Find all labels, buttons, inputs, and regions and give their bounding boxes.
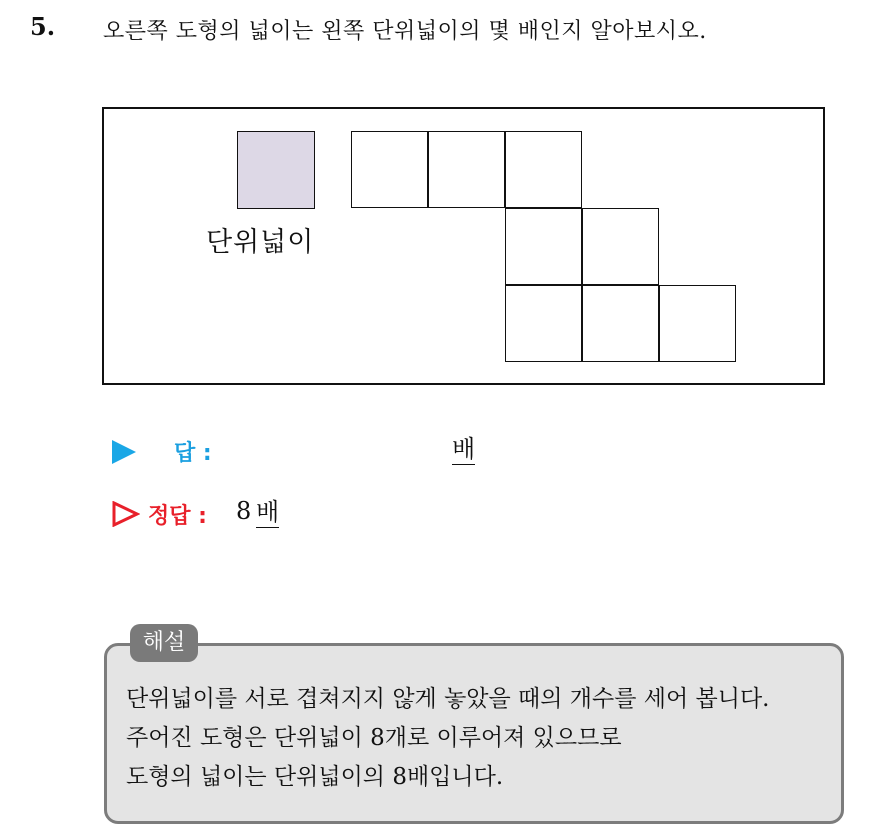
shape-cell: [428, 131, 505, 208]
shape-cell: [505, 285, 582, 362]
correct-answer-row: [108, 497, 608, 533]
explanation-line: 단위넓이를 서로 겹쳐지지 않게 놓았을 때의 개수를 세어 봅니다.: [126, 686, 770, 712]
shape-cell: [582, 208, 659, 285]
explanation-line: 주어진 도형은 단위넓이 8개로 이루어져 있으므로: [126, 725, 622, 751]
shape-cell: [505, 131, 582, 208]
correct-answer-label: 정답 :: [148, 504, 207, 529]
shape-cell: [351, 131, 428, 208]
play-arrow-icon: [112, 440, 136, 464]
answer-row: [108, 434, 608, 470]
shape-cell: [659, 285, 736, 362]
explanation-tag: 해설: [130, 624, 198, 662]
unit-area-label: 단위넓이: [206, 227, 315, 258]
correct-answer-value: 8: [236, 497, 252, 525]
outline-arrow-icon: [112, 501, 140, 527]
explanation-line: 도형의 넓이는 단위넓이의 8배입니다.: [126, 764, 504, 790]
answer-label: 답 :: [174, 441, 212, 466]
unit-square: [237, 131, 315, 209]
shape-cell: [505, 208, 582, 285]
question-text: 오른쪽 도형의 넓이는 왼쪽 단위넓이의 몇 배인지 알아보시오.: [103, 19, 707, 44]
question-number: 5.: [30, 12, 56, 41]
shape-cell: [582, 285, 659, 362]
correct-answer-unit: 배: [256, 498, 280, 526]
answer-unit: 배: [452, 435, 476, 463]
